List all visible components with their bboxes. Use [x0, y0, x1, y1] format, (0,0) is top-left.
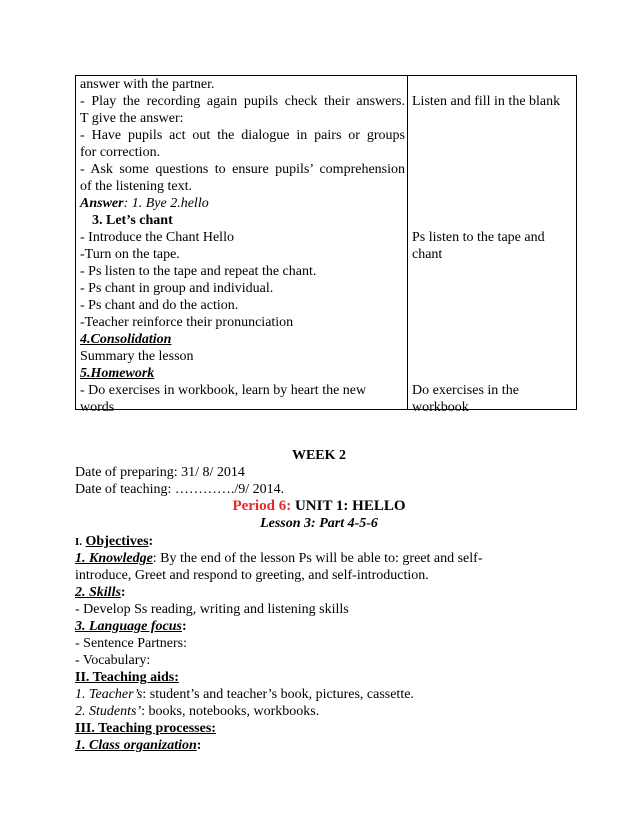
skills-label: 2. Skills: [75, 585, 121, 600]
answer-label: Answer: [80, 196, 124, 211]
students-aids-line: [75, 703, 319, 720]
colon: :: [196, 738, 202, 753]
knowledge-label: 1. Knowledge: [75, 551, 153, 566]
students-text: : books, notebooks, workbooks.: [141, 704, 320, 719]
period-title: [75, 498, 563, 515]
table-line: -Teacher reinforce their pronunciation: [80, 315, 294, 330]
class-organization-label: 1. Class organization: [75, 738, 197, 753]
focus-line: - Sentence Partners:: [75, 636, 187, 651]
answer-text: : 1. Bye 2.hello: [123, 196, 209, 211]
period-label: Period 6:: [232, 498, 292, 514]
teaching-aids-heading: II. Teaching aids:: [75, 670, 179, 685]
teacher-aids-line: [75, 686, 414, 703]
table-line: - Ps listen to the tape and repeat the chant.: [80, 264, 317, 279]
teaching-processes-heading: III. Teaching processes:: [75, 721, 216, 736]
teacher-text: : student’s and teacher’s book, pictures, cassette.: [142, 687, 414, 702]
pupil-activity: Do exercises in the: [412, 383, 519, 398]
table-line: - Do exercises in workbook, learn by heart the new: [80, 383, 367, 398]
chant-heading: 3. Let’s chant: [92, 213, 173, 228]
table-line: answer with the partner.: [80, 77, 215, 92]
week-heading: WEEK 2: [291, 448, 347, 463]
colon: :: [181, 619, 187, 634]
knowledge-line: [75, 550, 563, 567]
table-line: - Ask some questions to ensure pupils’ comprehension: [80, 162, 405, 177]
table-line: - Ps chant in group and individual.: [80, 281, 274, 296]
class-organization-heading: [75, 737, 201, 754]
focus-line: - Vocabulary:: [75, 653, 151, 668]
unit-title: UNIT 1: HELLO: [294, 498, 406, 514]
objectives-label: Objectives: [85, 534, 149, 549]
table-line: - Introduce the Chant Hello: [80, 230, 234, 245]
table-line: words: [80, 400, 115, 415]
focus-label: 3. Language focus: [75, 619, 182, 634]
objectives-number: I.: [75, 536, 83, 548]
table-line: - Have pupils act out the dialogue in pairs or groups: [80, 128, 405, 143]
colon: :: [120, 585, 126, 600]
consolidation-text: Summary the lesson: [80, 349, 194, 364]
table-line: of the listening text.: [80, 179, 192, 194]
focus-heading: [75, 618, 187, 635]
lesson-table: [75, 75, 577, 415]
knowledge-text-2: introduce, Greet and respond to greeting, and self-introduction.: [75, 568, 429, 583]
table-line: for correction.: [80, 145, 161, 160]
colon: :: [148, 534, 154, 549]
date-teaching: Date of teaching: …………./9/ 2014.: [75, 482, 285, 497]
pupil-activity: workbook: [412, 400, 469, 415]
teacher-label: 1. Teacher’s: [75, 687, 143, 702]
table-line: T give the answer:: [80, 111, 184, 126]
date-preparing: Date of preparing: 31/ 8/ 2014: [75, 465, 245, 480]
table-column-divider: [407, 76, 408, 409]
students-label: 2. Students’: [75, 704, 142, 719]
pupil-activity: Listen and fill in the blank: [412, 94, 561, 109]
objectives-heading: [75, 533, 153, 551]
pupil-activity: chant: [412, 247, 443, 262]
table-line: - Play the recording again pupils check their answers.: [80, 94, 405, 109]
homework-heading: 5.Homework: [80, 366, 155, 381]
lesson-title: Lesson 3: Part 4-5-6: [260, 516, 378, 531]
consolidation-heading: 4.Consolidation: [80, 332, 172, 347]
pupil-activity: Ps listen to the tape and: [412, 230, 545, 245]
skills-text: - Develop Ss reading, writing and listening skills: [75, 602, 349, 617]
skills-heading: [75, 584, 126, 601]
table-line: -Turn on the tape.: [80, 247, 180, 262]
knowledge-text: : By the end of the lesson Ps will be able to: greet and self-: [152, 551, 483, 566]
table-line: - Ps chant and do the action.: [80, 298, 239, 313]
answer-line: [80, 195, 209, 212]
